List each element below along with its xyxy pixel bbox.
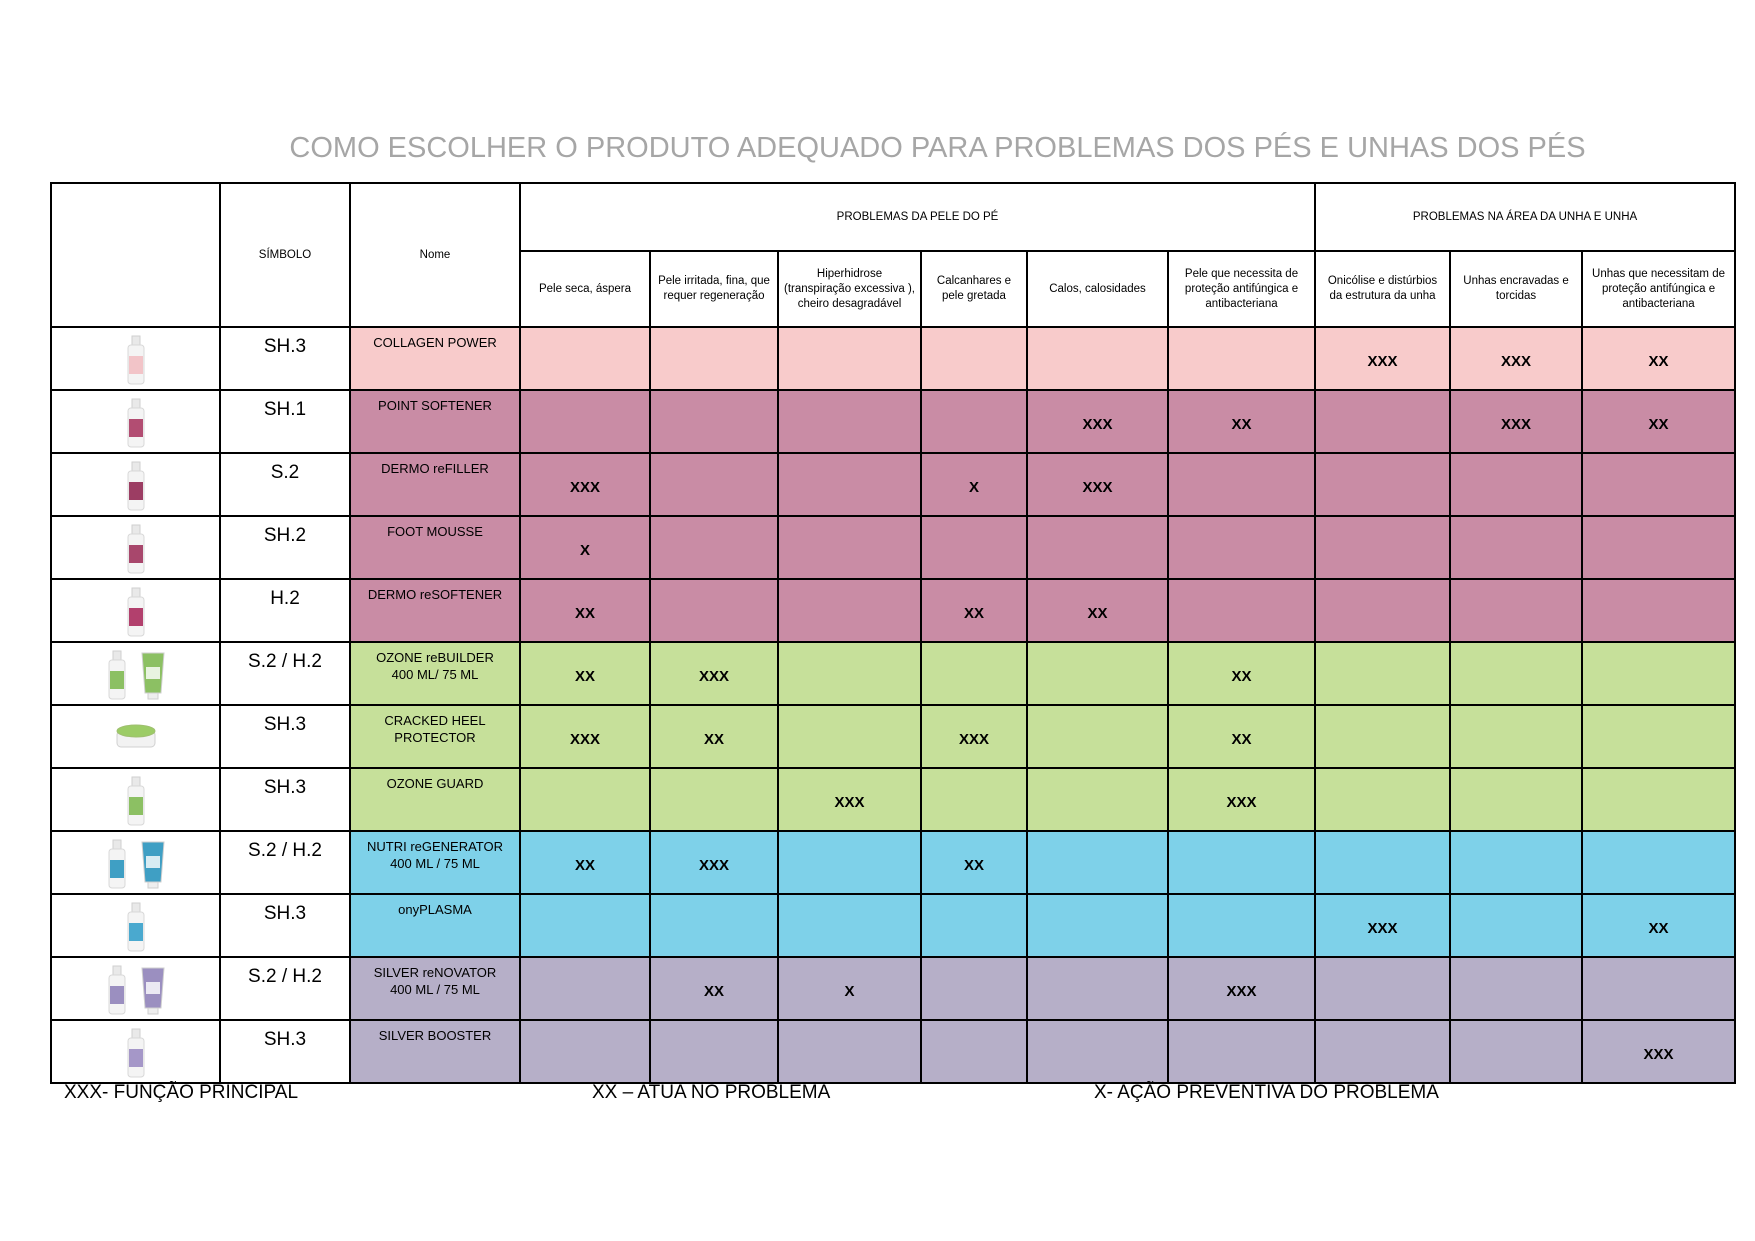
legend-preventiva: X- AÇÃO PREVENTIVA DO PROBLEMA (1094, 1082, 1439, 1103)
product-bottle-image (125, 334, 147, 386)
mark-cell (921, 390, 1027, 453)
mark-cell: X (520, 516, 650, 579)
mark-cell (650, 516, 778, 579)
product-symbol: SH.3 (220, 768, 350, 831)
mark-cell (1450, 768, 1582, 831)
col-header: Hiperhidrose (transpiração excessiva ), cheiro desagradável (778, 251, 921, 327)
mark-cell (778, 642, 921, 705)
mark-cell: XX (650, 957, 778, 1020)
mark-cell: XX (520, 831, 650, 894)
mark-cell (1027, 768, 1168, 831)
product-name-line: onyPLASMA (398, 902, 472, 917)
table-row (51, 453, 1735, 516)
product-name (350, 642, 520, 705)
mark-cell: XX (1582, 894, 1735, 957)
mark-cell (1582, 642, 1735, 705)
product-name (350, 327, 520, 390)
product-image-cell (51, 516, 220, 579)
product-name-line: 400 ML/ 75 ML (391, 667, 479, 682)
product-name-line: DERMO reSOFTENER (367, 587, 503, 602)
mark-cell (650, 768, 778, 831)
mark-cell (1450, 957, 1582, 1020)
product-tube-image (140, 838, 166, 890)
mark-cell (1582, 768, 1735, 831)
mark-cell (650, 327, 778, 390)
legend-principal: XXX- FUNÇÃO PRINCIPAL (64, 1082, 299, 1103)
product-tube-image (140, 649, 166, 701)
product-symbol: SH.1 (220, 390, 350, 453)
mark-cell (778, 516, 921, 579)
product-name (350, 453, 520, 516)
table-row (51, 516, 1735, 579)
mark-cell (1450, 831, 1582, 894)
table-row (51, 705, 1735, 768)
product-jar-image (114, 722, 158, 752)
product-name (350, 516, 520, 579)
product-symbol: S.2 / H.2 (220, 957, 350, 1020)
product-table (50, 182, 1736, 1084)
product-bottle-image (106, 964, 128, 1016)
page-title: COMO ESCOLHER O PRODUTO ADEQUADO PARA PROBLEMAS DOS PÉS E UNHAS DOS PÉS (289, 132, 1586, 164)
product-image-cell (51, 894, 220, 957)
product-symbol: SH.2 (220, 516, 350, 579)
product-symbol: S.2 (220, 453, 350, 516)
col-header: Onicólise e distúrbios da estrutura da unha (1315, 251, 1450, 327)
header-image-cell (51, 183, 220, 327)
table-row (51, 1020, 1735, 1083)
product-name (350, 768, 520, 831)
product-symbol: SH.3 (220, 327, 350, 390)
mark-cell: XXX (1168, 768, 1315, 831)
mark-cell (1582, 453, 1735, 516)
mark-cell (1450, 453, 1582, 516)
mark-cell (778, 1020, 921, 1083)
mark-cell: XX (520, 642, 650, 705)
product-name-line: COLLAGEN POWER (373, 335, 497, 350)
mark-cell (1027, 327, 1168, 390)
mark-cell (1582, 579, 1735, 642)
product-image-cell (51, 705, 220, 768)
mark-cell (1027, 642, 1168, 705)
mark-cell (1168, 453, 1315, 516)
product-image-cell (51, 831, 220, 894)
product-name-line: OZONE GUARD (386, 776, 484, 791)
mark-cell (1027, 894, 1168, 957)
mark-cell (1582, 705, 1735, 768)
mark-cell (778, 453, 921, 516)
mark-cell: XX (1582, 390, 1735, 453)
mark-cell (921, 894, 1027, 957)
product-image-cell (51, 642, 220, 705)
mark-cell: XXX (1168, 957, 1315, 1020)
mark-cell: XXX (1315, 894, 1450, 957)
product-image-cell (51, 327, 220, 390)
product-image-cell (51, 1020, 220, 1083)
mark-cell (1168, 516, 1315, 579)
header-group-nail: PROBLEMAS NA ÁREA DA UNHA E UNHA (1315, 183, 1735, 251)
product-bottle-image (106, 649, 128, 701)
mark-cell (1582, 516, 1735, 579)
mark-cell (1315, 642, 1450, 705)
mark-cell: XXX (921, 705, 1027, 768)
mark-cell (1582, 957, 1735, 1020)
col-header: Pele irritada, fina, que requer regeneração (650, 251, 778, 327)
mark-cell: XXX (1027, 453, 1168, 516)
mark-cell: XXX (1027, 390, 1168, 453)
mark-cell (1315, 453, 1450, 516)
table-row (51, 831, 1735, 894)
mark-cell (921, 768, 1027, 831)
mark-cell: X (921, 453, 1027, 516)
product-name-line: NUTRI reGENERATOR (366, 839, 504, 854)
product-name-line: SILVER BOOSTER (378, 1028, 492, 1043)
col-header: Pele que necessita de proteção antifúngica e antibacteriana (1168, 251, 1315, 327)
product-tube-image (140, 964, 166, 1016)
mark-cell (1168, 831, 1315, 894)
header-group-skin: PROBLEMAS DA PELE DO PÉ (520, 183, 1315, 251)
mark-cell (778, 390, 921, 453)
product-bottle-image (125, 1027, 147, 1079)
product-name (350, 894, 520, 957)
col-header: Unhas encravadas e torcidas (1450, 251, 1582, 327)
mark-cell: XXX (1450, 327, 1582, 390)
mark-cell (520, 957, 650, 1020)
mark-cell (520, 894, 650, 957)
mark-cell (921, 957, 1027, 1020)
mark-cell (1450, 894, 1582, 957)
mark-cell (778, 705, 921, 768)
product-symbol: SH.3 (220, 705, 350, 768)
table-row (51, 642, 1735, 705)
product-name-line: CRACKED HEEL (384, 713, 486, 728)
product-bottle-image (125, 775, 147, 827)
product-bottle-image (125, 901, 147, 953)
mark-cell: XXX (1315, 327, 1450, 390)
mark-cell (1168, 1020, 1315, 1083)
mark-cell (650, 579, 778, 642)
header-name: Nome (350, 183, 520, 327)
product-image-cell (51, 957, 220, 1020)
product-name-line: PROTECTOR (394, 730, 476, 745)
product-image-cell (51, 390, 220, 453)
product-name-line: 400 ML / 75 ML (390, 982, 480, 997)
mark-cell: X (778, 957, 921, 1020)
mark-cell: XXX (650, 642, 778, 705)
product-bottle-image (125, 397, 147, 449)
product-name-line: OZONE reBUILDER (376, 650, 494, 665)
table-row (51, 957, 1735, 1020)
col-header: Calos, calosidades (1027, 251, 1168, 327)
mark-cell (1027, 957, 1168, 1020)
product-name-line: SILVER reNOVATOR (373, 965, 497, 980)
product-bottle-image (125, 586, 147, 638)
mark-cell: XX (1168, 705, 1315, 768)
mark-cell (1315, 516, 1450, 579)
mark-cell (1450, 705, 1582, 768)
mark-cell: XX (1582, 327, 1735, 390)
col-header: Pele seca, áspera (520, 251, 650, 327)
mark-cell (1027, 516, 1168, 579)
product-symbol: S.2 / H.2 (220, 831, 350, 894)
mark-cell: XXX (1582, 1020, 1735, 1083)
mark-cell (1315, 957, 1450, 1020)
product-bottle-image (125, 460, 147, 512)
product-symbol: S.2 / H.2 (220, 642, 350, 705)
table-row (51, 768, 1735, 831)
mark-cell (1315, 705, 1450, 768)
product-name (350, 390, 520, 453)
mark-cell (1027, 1020, 1168, 1083)
table-row (51, 327, 1735, 390)
mark-cell (1450, 1020, 1582, 1083)
table-row (51, 579, 1735, 642)
mark-cell: XX (650, 705, 778, 768)
mark-cell: XXX (778, 768, 921, 831)
mark-cell: XXX (1450, 390, 1582, 453)
mark-cell (1315, 579, 1450, 642)
mark-cell: XX (921, 579, 1027, 642)
product-symbol: SH.3 (220, 1020, 350, 1083)
mark-cell (921, 1020, 1027, 1083)
mark-cell (1027, 831, 1168, 894)
mark-cell (520, 327, 650, 390)
mark-cell: XX (921, 831, 1027, 894)
product-image-cell (51, 579, 220, 642)
mark-cell (1168, 894, 1315, 957)
product-name (350, 1020, 520, 1083)
product-symbol: SH.3 (220, 894, 350, 957)
mark-cell (921, 642, 1027, 705)
mark-cell (1582, 831, 1735, 894)
mark-cell (1450, 642, 1582, 705)
mark-cell (778, 831, 921, 894)
col-header: Calcanhares e pele gretada (921, 251, 1027, 327)
mark-cell (650, 1020, 778, 1083)
mark-cell (1315, 390, 1450, 453)
mark-cell (1450, 516, 1582, 579)
mark-cell (921, 516, 1027, 579)
mark-cell: XX (520, 579, 650, 642)
table-row (51, 894, 1735, 957)
product-name (350, 579, 520, 642)
mark-cell: XXX (520, 705, 650, 768)
product-name-line: FOOT MOUSSE (387, 524, 483, 539)
mark-cell (921, 327, 1027, 390)
mark-cell (1315, 768, 1450, 831)
product-bottle-image (106, 838, 128, 890)
mark-cell (1315, 1020, 1450, 1083)
product-name (350, 705, 520, 768)
mark-cell (650, 390, 778, 453)
product-name (350, 831, 520, 894)
mark-cell (520, 1020, 650, 1083)
mark-cell: XXX (650, 831, 778, 894)
product-bottle-image (125, 523, 147, 575)
table-row (51, 390, 1735, 453)
mark-cell: XX (1027, 579, 1168, 642)
mark-cell: XXX (520, 453, 650, 516)
mark-cell (1315, 831, 1450, 894)
product-name-line: DERMO reFILLER (381, 461, 489, 476)
mark-cell (650, 894, 778, 957)
mark-cell (778, 327, 921, 390)
legend-atua: XX – ATUA NO PROBLEMA (592, 1082, 831, 1103)
mark-cell: XX (1168, 390, 1315, 453)
mark-cell (1168, 579, 1315, 642)
mark-cell (520, 390, 650, 453)
mark-cell (778, 579, 921, 642)
mark-cell: XX (1168, 642, 1315, 705)
col-header: Unhas que necessitam de proteção antifúngica e antibacteriana (1582, 251, 1735, 327)
mark-cell (778, 894, 921, 957)
mark-cell (1027, 705, 1168, 768)
product-image-cell (51, 768, 220, 831)
mark-cell (1450, 579, 1582, 642)
product-name-line: POINT SOFTENER (378, 398, 492, 413)
product-symbol: H.2 (220, 579, 350, 642)
mark-cell (650, 453, 778, 516)
product-name (350, 957, 520, 1020)
mark-cell (520, 768, 650, 831)
product-name-line: 400 ML / 75 ML (390, 856, 480, 871)
product-image-cell (51, 453, 220, 516)
mark-cell (1168, 327, 1315, 390)
header-symbol: SÍMBOLO (220, 183, 350, 327)
